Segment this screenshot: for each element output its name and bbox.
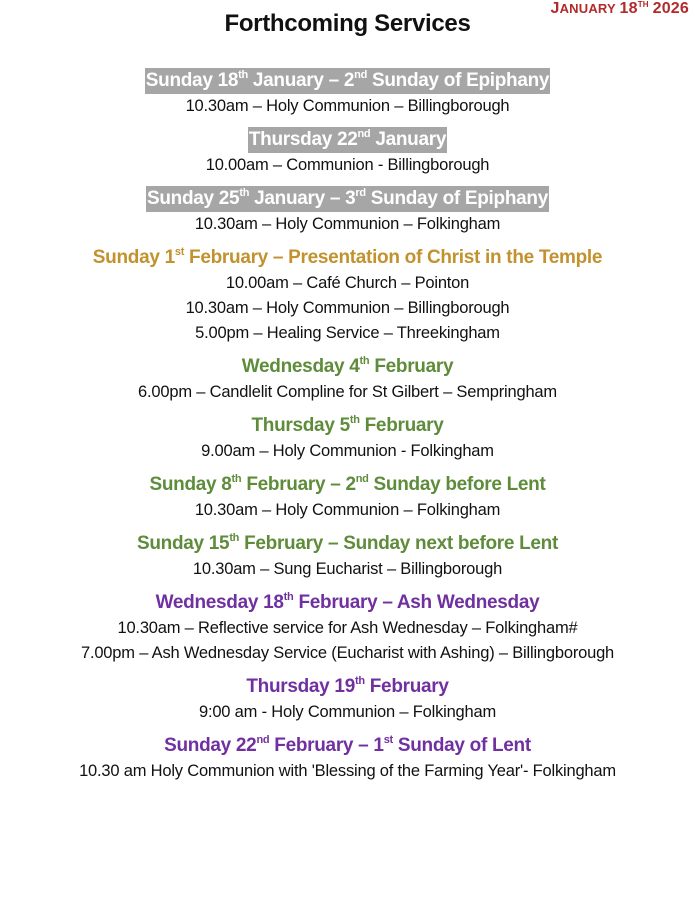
- services-list: [0, 68, 695, 784]
- heading-text: February – Ash Wednesday: [293, 592, 540, 613]
- service-heading: [136, 531, 559, 557]
- heading-text: Thursday 19: [246, 676, 355, 697]
- heading-text: January – 3: [249, 188, 356, 209]
- service-detail: 10.30am – Holy Communion – Folkingham: [194, 501, 501, 519]
- heading-text: Sunday 25: [146, 188, 240, 209]
- service-block: [0, 733, 695, 784]
- service-block: [0, 127, 695, 178]
- heading-ordinal-suffix: rd: [355, 187, 366, 199]
- service-detail: 10.30 am Holy Communion with 'Blessing of the Farming Year'- Folkingham: [79, 762, 616, 780]
- service-heading: [245, 674, 449, 700]
- heading-text: January: [370, 129, 447, 150]
- date-year: 2026: [652, 0, 689, 17]
- date-day-suffix: TH: [637, 0, 649, 9]
- service-detail: 10.30am – Sung Eucharist – Billingborough: [192, 560, 503, 578]
- heading-ordinal-suffix: th: [283, 591, 294, 603]
- page-title: Forthcoming Services: [224, 10, 471, 37]
- service-detail: 9:00 am - Holy Communion – Folkingham: [198, 703, 497, 721]
- heading-text: February: [364, 676, 449, 697]
- heading-ordinal-suffix: nd: [357, 128, 371, 140]
- service-block: [0, 531, 695, 582]
- service-detail: 7.00pm – Ash Wednesday Service (Eucharist with Ashing) – Billingborough: [80, 644, 615, 662]
- service-block: [0, 413, 695, 464]
- heading-text: Sunday 1: [92, 247, 175, 268]
- heading-text: Sunday of Epiphany: [365, 188, 548, 209]
- heading-text: February: [369, 356, 454, 377]
- heading-ordinal-suffix: nd: [355, 473, 369, 485]
- service-block: [0, 472, 695, 523]
- service-heading: [146, 186, 549, 212]
- service-detail: 10.30am – Holy Communion – Folkingham: [194, 215, 501, 233]
- heading-ordinal-suffix: nd: [256, 734, 270, 746]
- heading-ordinal-suffix: st: [174, 246, 185, 258]
- service-detail: 9.00am – Holy Communion - Folkingham: [201, 442, 494, 460]
- service-heading: [92, 245, 603, 271]
- heading-text: Sunday 8: [149, 474, 232, 495]
- heading-text: January – 2: [247, 70, 355, 91]
- service-detail: 5.00pm – Healing Service – Threekingham: [195, 324, 500, 342]
- heading-text: Thursday 22: [248, 129, 358, 150]
- heading-text: February – 2: [241, 474, 356, 495]
- heading-text: February – Presentation of Christ in the Temple: [184, 247, 603, 268]
- service-block: [0, 674, 695, 725]
- date-day: 18: [619, 0, 638, 17]
- heading-ordinal-suffix: nd: [354, 69, 367, 81]
- heading-text: Sunday of Epiphany: [367, 70, 550, 91]
- heading-ordinal-suffix: th: [238, 69, 248, 81]
- service-detail: 10.30am – Holy Communion – Billingborough: [185, 299, 510, 317]
- service-heading: [250, 413, 444, 439]
- service-heading: [145, 68, 550, 94]
- heading-ordinal-suffix: th: [354, 675, 365, 687]
- heading-text: Sunday of Lent: [392, 735, 531, 756]
- service-detail: 6.00pm – Candlelit Compline for St Gilbert – Sempringham: [138, 383, 557, 401]
- heading-text: February: [359, 415, 444, 436]
- service-heading: [241, 354, 454, 380]
- heading-text: February – Sunday next before Lent: [239, 533, 559, 554]
- heading-text: February – 1: [269, 735, 384, 756]
- heading-text: Sunday 18: [145, 70, 239, 91]
- heading-text: Sunday 22: [164, 735, 257, 756]
- service-heading: [148, 472, 546, 498]
- date-month-rest: ANUARY: [559, 1, 616, 16]
- heading-text: Sunday before Lent: [368, 474, 546, 495]
- service-detail: 10.30am – Reflective service for Ash Wednesday – Folkingham#: [117, 619, 578, 637]
- service-heading: [248, 127, 447, 153]
- heading-ordinal-suffix: th: [359, 355, 370, 367]
- service-block: [0, 354, 695, 405]
- service-detail: 10.30am – Holy Communion – Billingborough: [185, 97, 510, 115]
- heading-text: Thursday 5: [251, 415, 350, 436]
- service-block: [0, 186, 695, 237]
- heading-text: Sunday 15: [136, 533, 230, 554]
- heading-ordinal-suffix: th: [239, 187, 250, 199]
- service-block: [0, 245, 695, 346]
- service-detail: 10.00am – Café Church – Pointon: [225, 274, 470, 292]
- date-month-initial: J: [550, 0, 560, 17]
- heading-ordinal-suffix: th: [229, 532, 240, 544]
- service-detail: 10.00am – Communion - Billingborough: [205, 156, 490, 174]
- heading-ordinal-suffix: th: [231, 473, 242, 485]
- heading-text: Wednesday 4: [241, 356, 360, 377]
- heading-ordinal-suffix: st: [383, 734, 393, 746]
- service-block: [0, 590, 695, 666]
- heading-text: Wednesday 18: [155, 592, 284, 613]
- service-heading: [163, 733, 532, 759]
- heading-ordinal-suffix: th: [349, 414, 360, 426]
- service-block: [0, 68, 695, 119]
- service-heading: [155, 590, 541, 616]
